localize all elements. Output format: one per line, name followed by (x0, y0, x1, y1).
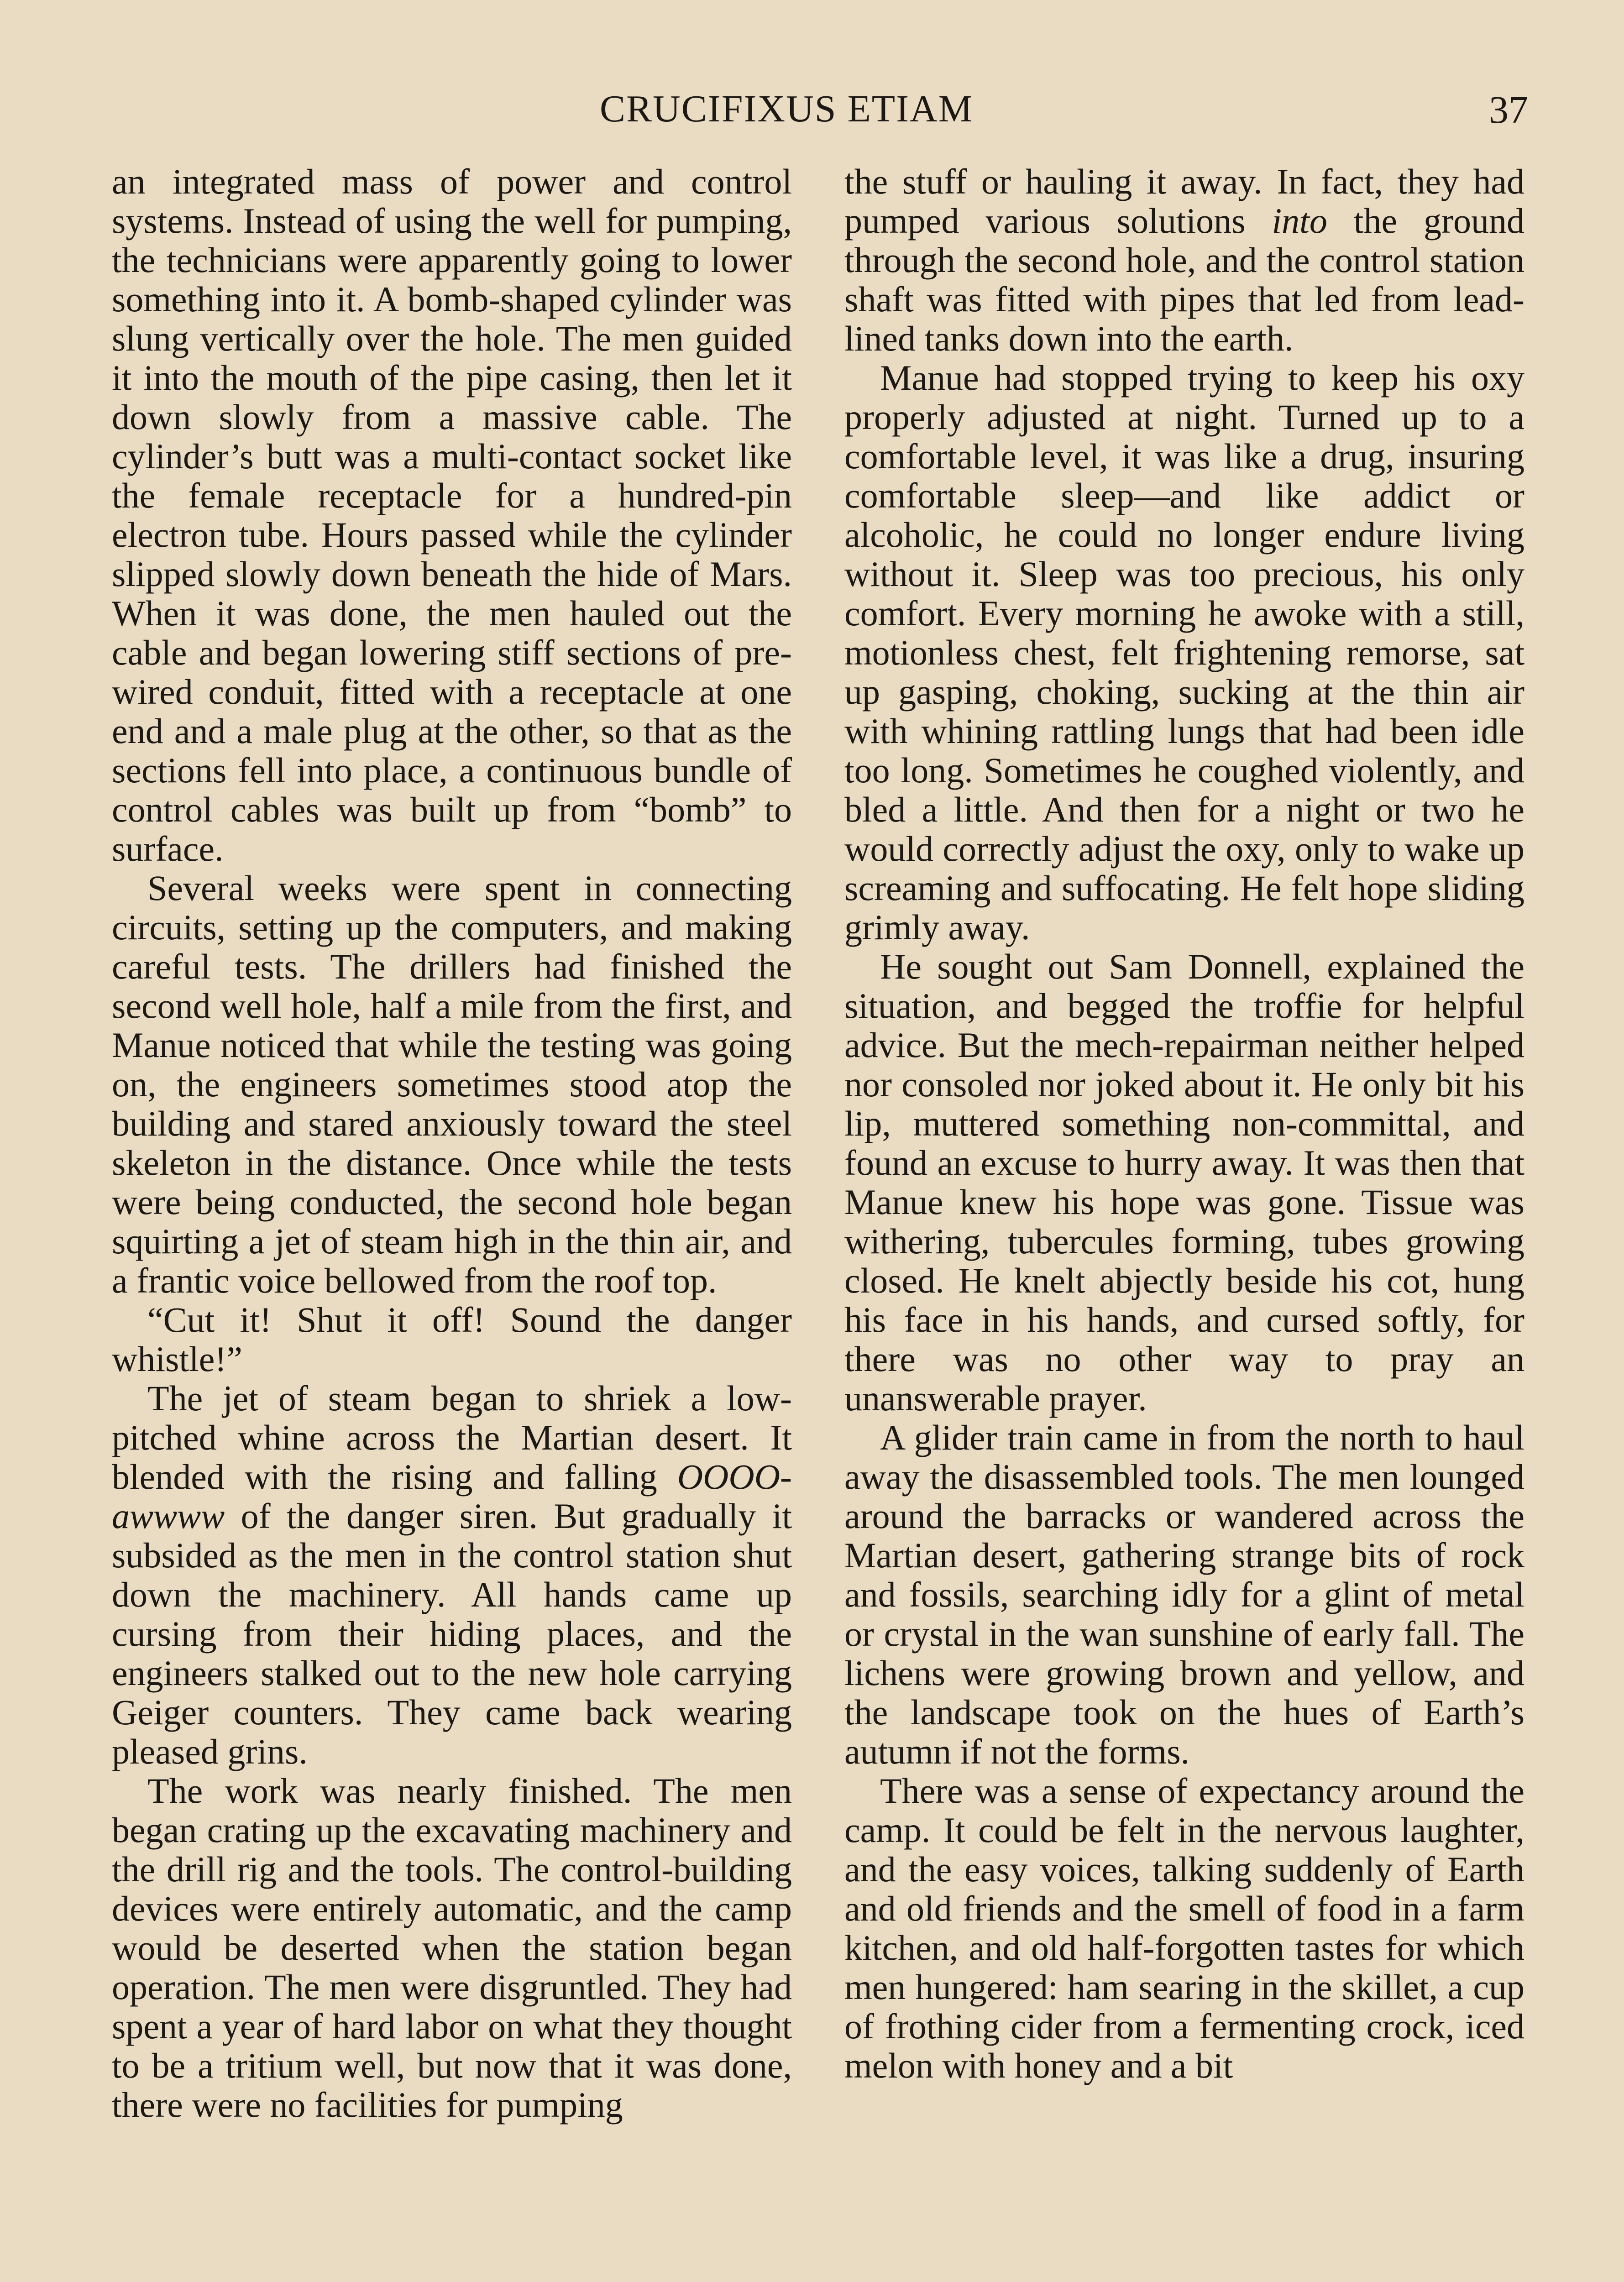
paragraph: A glider train came in from the north to haul away the disassembled tools. The men lounged around the barracks or wandered across the Martian desert, gathering strange bits of rock and fossils, searching idly for a glint of metal or crystal in the wan sunshine of early fall. The lichens were growing brown and yellow, and the landscape took on the hues of Earth’s autumn if not the forms. (844, 1418, 1524, 1771)
paragraph (112, 1379, 792, 1771)
text-run: the ground through the second hole, and the control station shaft was fitted with pipes that led from lead-lined tanks down into the earth. (844, 201, 1524, 358)
paragraph (844, 162, 1524, 358)
page-number: 37 (1489, 88, 1528, 131)
running-title: CRUCIFIXUS ETIAM (600, 88, 974, 130)
text-run: of the danger siren. But gradually it subsided as the men in the control station shut down the machinery. All hands came up cursing from their hiding places, and the engineers stalked out to the new hole carrying Geiger counters. They came back wearing pleased grins. (112, 1496, 792, 1771)
text-run: The jet of steam began to shriek a low-pitched whine across the Martian desert. It blended with the rising and falling (112, 1378, 792, 1497)
text-run: the stuff or hauling it away. In fact, they had pumped various solutions (844, 162, 1524, 241)
paragraph: Several weeks were spent in connecting circuits, setting up the computers, and making careful tests. The drillers had finished the second well hole, half a mile from the first, and Manue noticed that while the testing was going on, the engineers sometimes stood atop the building and stared anxiously toward the steel skeleton in the distance. Once while the tests were being conducted, the second hole began squirting a jet of steam high in the thin air, and a frantic voice bellowed from the roof top. (112, 868, 792, 1300)
paragraph: “Cut it! Shut it off! Sound the danger whistle!” (112, 1300, 792, 1379)
right-column (844, 162, 1524, 2085)
paragraph: Manue had stopped trying to keep his oxy properly adjusted at night. Turned up to a comfortable level, it was like a drug, insuring comfortable sleep—and like addict or alcoholic, he could no longer endure living without it. Sleep was too precious, his only comfort. Every morning he awoke with a still, motionless chest, felt frightening remorse, sat up gasping, choking, sucking at the thin air with whining rattling lungs that had been idle too long. Sometimes he coughed violently, and bled a little. And then for a night or two he would correctly adjust the oxy, only to wake up screaming and suffocating. He felt hope sliding grimly away. (844, 358, 1524, 947)
italic-text: OOOO-awwww (112, 1457, 792, 1536)
paragraph: an integrated mass of power and control systems. Instead of using the well for pumping, the technicians were apparently going to lower something into it. A bomb-shaped cylinder was slung vertically over the hole. The men guided it into the mouth of the pipe casing, then let it down slowly from a massive cable. The cylinder’s butt was a multi-contact socket like the female receptacle for a hundred-pin electron tube. Hours passed while the cylinder slipped slowly down beneath the hide of Mars. When it was done, the men hauled out the cable and began lowering stiff sections of pre-wired conduit, fitted with a receptacle at one end and a male plug at the other, so that as the sections fell into place, a continuous bundle of control cables was built up from “bomb” to surface. (112, 162, 792, 869)
paragraph: The work was nearly finished. The men began crating up the excavating machinery and the drill rig and the tools. The control-building devices were entirely automatic, and the camp would be deserted when the station began operation. The men were disgruntled. They had spent a year of hard labor on what they thought to be a tritium well, but now that it was done, there were no facilities for pumping (112, 1771, 792, 2125)
left-column (112, 162, 792, 2125)
paragraph: There was a sense of expectancy around the camp. It could be felt in the nervous laughter, and the easy voices, talking suddenly of Earth and old friends and the smell of food in a farm kitchen, and old half-forgotten tastes for which men hungered: ham searing in the skillet, a cup of frothing cider from a fermenting crock, iced melon with honey and a bit (844, 1771, 1524, 2085)
paragraph: He sought out Sam Donnell, explained the situation, and begged the troffie for helpful advice. But the mech-repairman neither helped nor consoled nor joked about it. He only bit his lip, muttered something non-committal, and found an excuse to hurry away. It was then that Manue knew his hope was gone. Tissue was withering, tubercules forming, tubes growing closed. He knelt abjectly beside his cot, hung his face in his hands, and cursed softly, for there was no other way to pray an unanswerable prayer. (844, 947, 1524, 1418)
italic-text: into (1272, 201, 1327, 241)
